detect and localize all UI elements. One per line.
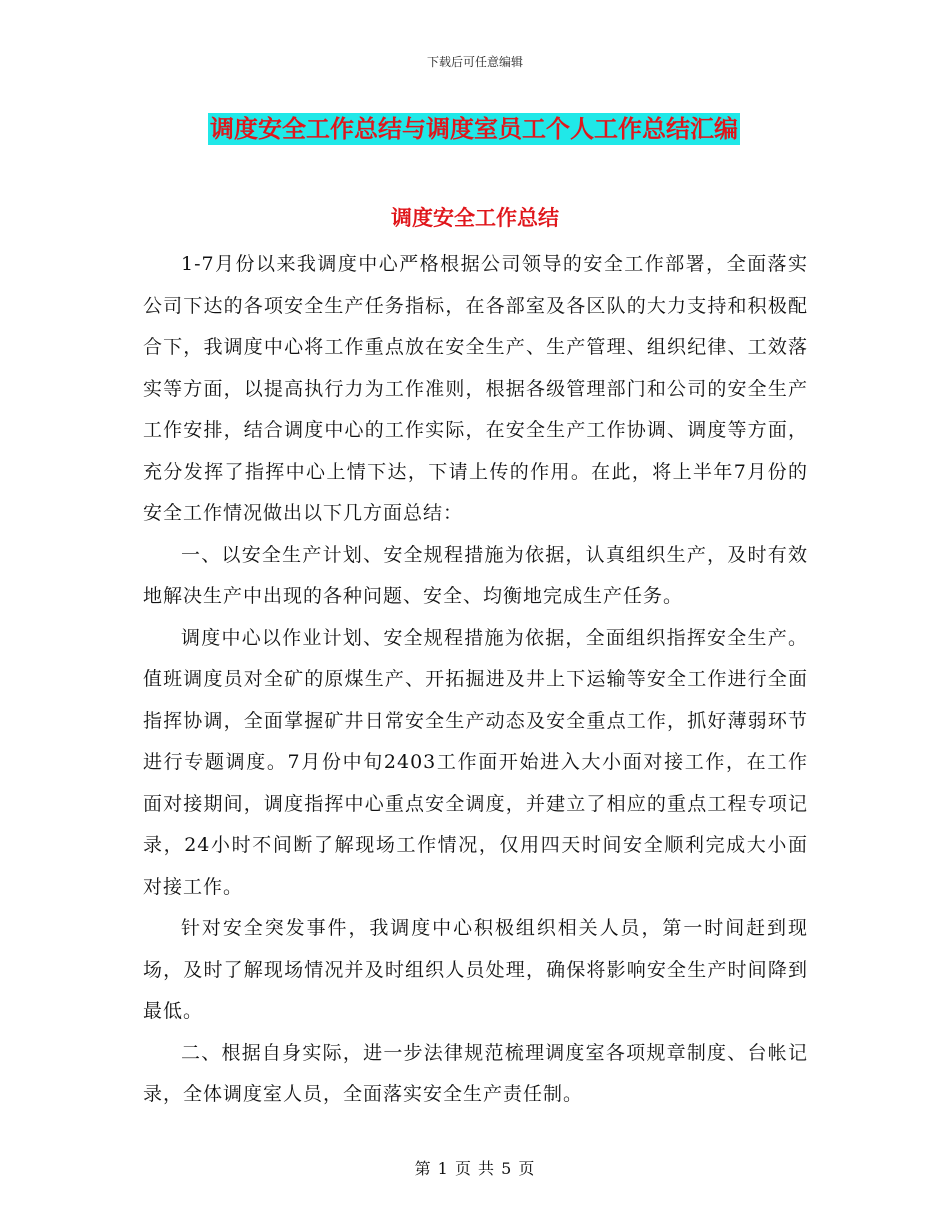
paragraph-intro: 1-7月份以来我调度中心严格根据公司领导的安全工作部署，全面落实公司下达的各项安全生产任务指标，在各部室及各区队的大力支持和积极配合下，我调度中心将工作重点放在安全生产、生产管理、组织纪律、工效落实等方面，以提高执行力为工作准则，根据各级管理部门和公司的安全生产工作安排，结合调度中心的工作实际，在安全生产工作协调、调度等方面，充分发挥了指挥中心上情下达，下请上传的作用。在此，将上半年7月份的安全工作情况做出以下几方面总结：: [143, 253, 808, 524]
document-title: 调度安全工作总结与调度室员工个人工作总结汇编: [210, 115, 738, 143]
paragraph-point-one: 一、以安全生产计划、安全规程措施为依据，认真组织生产，及时有效地解决生产中出现的各种问题、安全、均衡地完成生产任务。: [143, 543, 808, 607]
paragraph-point-two: 二、根据自身实际，进一步法律规范梳理调度室各项规章制度、台帐记录，全体调度室人员，全面落实安全生产责任制。: [143, 1041, 808, 1105]
paragraph-emergency: 针对安全突发事件，我调度中心积极组织相关人员，第一时间赶到现场，及时了解现场情况并及时组织人员处理，确保将影响安全生产时间降到最低。: [143, 917, 808, 1022]
paragraph-dispatch-center: 调度中心以作业计划、安全规程措施为依据，全面组织指挥安全生产。值班调度员对全矿的原煤生产、开拓掘进及井上下运输等安全工作进行全面指挥协调，全面掌握矿井日常安全生产动态及安全重点工作，抓好薄弱环节进行专题调度。7月份中旬2403工作面开始进入大小面对接工作，在工作面对接期间，调度指挥中心重点安全调度，并建立了相应的重点工程专项记录，24小时不间断了解现场工作情况，仅用四天时间安全顺利完成大小面对接工作。: [143, 626, 808, 898]
section-title: 调度安全工作总结: [391, 206, 559, 230]
header-note: 下载后可任意编辑: [426, 55, 523, 69]
body-text: [143, 244, 808, 1116]
page-number: 第 1 页 共 5 页: [414, 1159, 536, 1178]
